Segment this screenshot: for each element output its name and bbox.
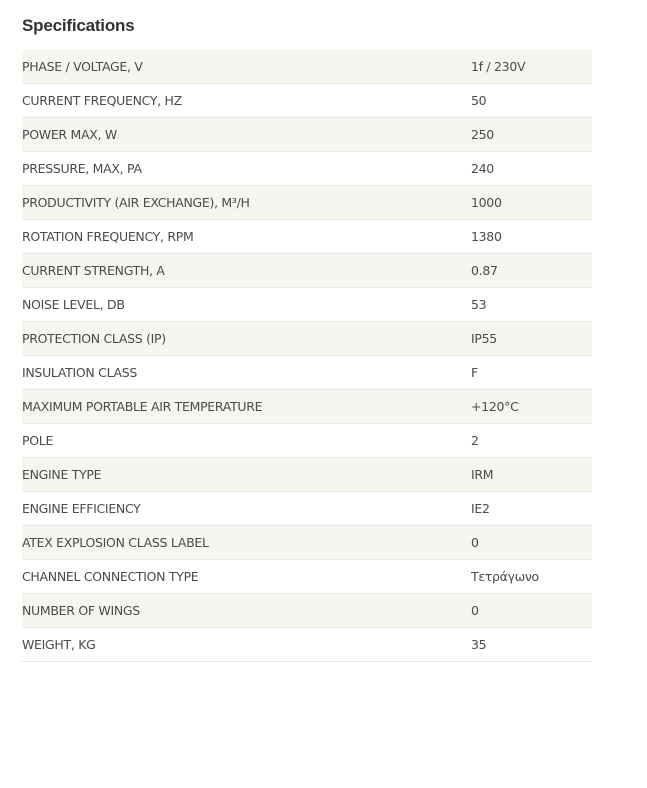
spec-row-pressure-max [22, 152, 592, 186]
spec-value: F [471, 365, 478, 380]
spec-row-protection-class [22, 322, 592, 356]
spec-name: CHANNEL CONNECTION TYPE [22, 569, 199, 584]
spec-name: ENGINE TYPE [22, 467, 102, 482]
spec-name: NOISE LEVEL, DB [22, 297, 125, 312]
spec-value: 0 [471, 535, 479, 550]
spec-name: ATEX EXPLOSION CLASS LABEL [22, 535, 209, 550]
spec-row-number-of-wings [22, 594, 592, 628]
spec-value: 35 [471, 637, 487, 652]
spec-value: 1000 [471, 195, 502, 210]
spec-row-pole [22, 424, 592, 458]
spec-row-rotation-frequency [22, 220, 592, 254]
spec-value: 250 [471, 127, 494, 142]
spec-row-productivity [22, 186, 592, 220]
specifications-table [22, 50, 592, 662]
spec-row-phase-voltage [22, 50, 592, 84]
spec-name: WEIGHT, KG [22, 637, 96, 652]
spec-value: 50 [471, 93, 487, 108]
specifications-heading: Specifications [22, 16, 135, 35]
spec-value: 1f / 230V [471, 59, 526, 74]
spec-value: 2 [471, 433, 479, 448]
spec-name: POWER MAX, W [22, 127, 117, 142]
spec-row-max-air-temperature [22, 390, 592, 424]
spec-name: POLE [22, 433, 54, 448]
spec-value: +120°C [471, 399, 519, 414]
spec-value: 0.87 [471, 263, 498, 278]
spec-row-engine-type [22, 458, 592, 492]
spec-row-noise-level [22, 288, 592, 322]
spec-name: NUMBER OF WINGS [22, 603, 140, 618]
spec-name: CURRENT FREQUENCY, HZ [22, 93, 182, 108]
spec-name: PROTECTION CLASS (IP) [22, 331, 166, 346]
spec-value: IP55 [471, 331, 497, 346]
spec-value: 53 [471, 297, 487, 312]
spec-row-engine-efficiency [22, 492, 592, 526]
spec-row-channel-connection [22, 560, 592, 594]
spec-value: Τετράγωνο [471, 569, 539, 584]
spec-name: PHASE / VOLTAGE, V [22, 59, 143, 74]
spec-name: ROTATION FREQUENCY, RPM [22, 229, 194, 244]
spec-row-weight [22, 628, 592, 662]
spec-value: IRM [471, 467, 494, 482]
spec-value: 0 [471, 603, 479, 618]
spec-name: CURRENT STRENGTH, A [22, 263, 165, 278]
spec-row-current-frequency [22, 84, 592, 118]
spec-name: ENGINE EFFICIENCY [22, 501, 141, 516]
spec-value: IE2 [471, 501, 490, 516]
spec-name: MAXIMUM PORTABLE AIR TEMPERATURE [22, 399, 263, 414]
spec-name: PRODUCTIVITY (AIR EXCHANGE), M³/H [22, 195, 250, 210]
spec-value: 1380 [471, 229, 502, 244]
spec-name: PRESSURE, MAX, PA [22, 161, 142, 176]
spec-row-power-max [22, 118, 592, 152]
spec-row-insulation-class [22, 356, 592, 390]
spec-name: INSULATION CLASS [22, 365, 138, 380]
spec-row-current-strength [22, 254, 592, 288]
spec-value: 240 [471, 161, 494, 176]
spec-row-atex-class [22, 526, 592, 560]
